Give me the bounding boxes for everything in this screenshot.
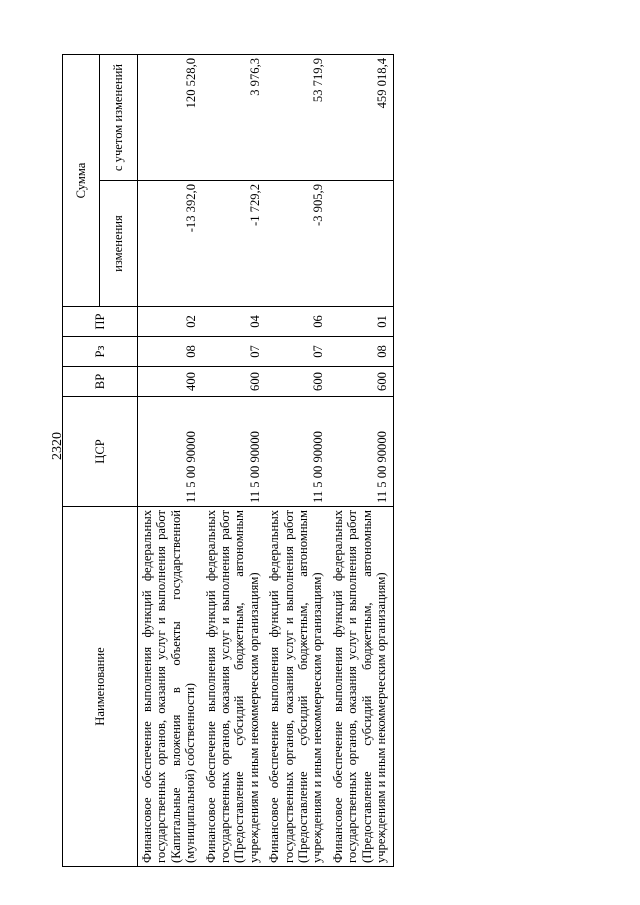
header-change: изменения <box>100 181 138 307</box>
row-name: Финансовое обеспечение выполнения функций федеральных государственных органов, оказания услуг и выполнения работ (Предоставление субсидий бюджетным, автономным учреждениям и иным некоммерческим организациям) <box>265 507 329 867</box>
header-name: Наименование <box>63 507 138 867</box>
header-vr: ВР <box>63 367 138 397</box>
row-vr: 600 <box>202 367 266 397</box>
row-vr: 600 <box>265 367 329 397</box>
row-csr: 11 5 00 90000 <box>138 397 202 507</box>
row-name: Финансовое обеспечение выполнения функций федеральных государственных органов, оказания услуг и выполнения работ (Капитальные вложения в объекты государственной (муниципальной) собственности) <box>138 507 202 867</box>
header-rz: Рз <box>63 337 138 367</box>
table-row <box>138 54 202 866</box>
header-pr: ПР <box>63 307 138 337</box>
row-csr: 11 5 00 90000 <box>265 397 329 507</box>
row-pr: 06 <box>265 307 329 337</box>
row-csr: 11 5 00 90000 <box>202 397 266 507</box>
budget-table <box>62 54 394 867</box>
table-row <box>202 54 266 866</box>
row-pr: 04 <box>202 307 266 337</box>
row-name: Финансовое обеспечение выполнения функций федеральных государственных органов, оказания услуг и выполнения работ (Предоставление субсидий бюджетным, автономным учреждениям и иным некоммерческим организациям) <box>202 507 266 867</box>
header-csr: ЦСР <box>63 397 138 507</box>
row-with-change: 459 018,4 <box>329 54 393 180</box>
table-row <box>329 54 393 866</box>
row-with-change: 53 719,9 <box>265 54 329 180</box>
row-change: -13 392,0 <box>138 181 202 307</box>
row-vr: 600 <box>329 367 393 397</box>
row-name: Финансовое обеспечение выполнения функций федеральных государственных органов, оказания услуг и выполнения работ (Предоставление субсидий бюджетным, автономным учреждениям и иным некоммерческим организациям) <box>329 507 393 867</box>
table-row <box>265 54 329 866</box>
row-with-change: 120 528,0 <box>138 54 202 180</box>
row-csr: 11 5 00 90000 <box>329 397 393 507</box>
row-rz: 08 <box>329 337 393 367</box>
row-rz: 07 <box>202 337 266 367</box>
row-pr: 01 <box>329 307 393 337</box>
header-sum: Сумма <box>63 54 100 306</box>
row-with-change: 3 976,3 <box>202 54 266 180</box>
row-change <box>329 181 393 307</box>
row-change: -3 905,9 <box>265 181 329 307</box>
row-rz: 08 <box>138 337 202 367</box>
page-number: 2320 <box>50 432 65 460</box>
row-pr: 02 <box>138 307 202 337</box>
row-rz: 07 <box>265 337 329 367</box>
row-vr: 400 <box>138 367 202 397</box>
row-change: -1 729,2 <box>202 181 266 307</box>
header-with-change: с учетом изменений <box>100 54 138 180</box>
